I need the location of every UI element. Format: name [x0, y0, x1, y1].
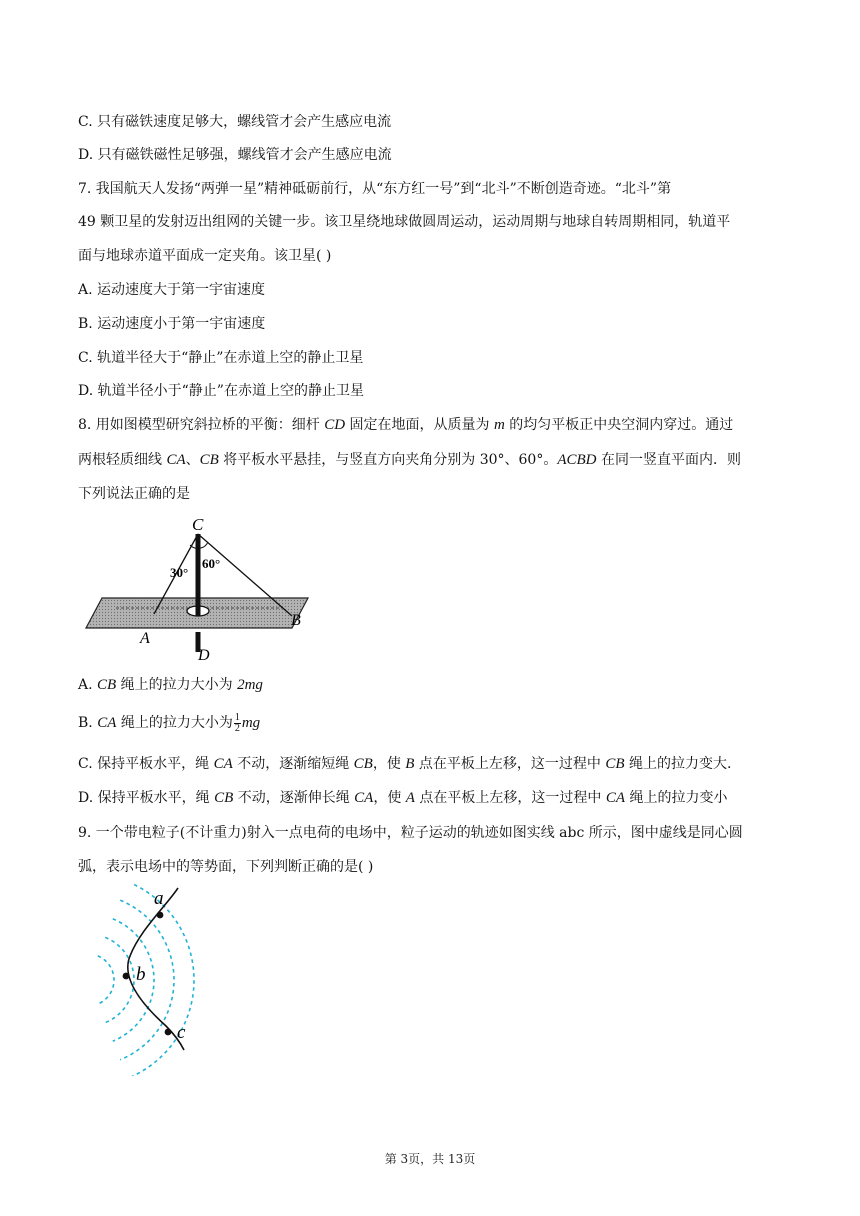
equipotential-arc-4 — [120, 900, 174, 1059]
q8-option-b: B. CA 绳上的拉力大小为 $\frac{1}{2}$ mg — [78, 711, 261, 734]
label-b: b — [136, 964, 146, 985]
label-c: C — [192, 515, 204, 534]
q8-option-a: A. CB 绳上的拉力大小为 2mg — [78, 677, 263, 693]
q7-option-b: B. 运动速度小于第一宇宙速度 — [78, 316, 266, 332]
q8-bridge-figure — [80, 512, 320, 662]
equipotential-arcs — [98, 884, 194, 1076]
point-c — [165, 1029, 172, 1036]
q6-option-c: C. 只有磁铁速度足够大，螺线管才会产生感应电流 — [78, 114, 392, 130]
q9-stem-line2: 弧，表示电场中的等势面，下列判断正确的是( ) — [78, 859, 374, 875]
label-angle-30: 30° — [170, 565, 189, 580]
q6-option-d: D. 只有磁铁磁性足够强，螺线管才会产生感应电流 — [78, 147, 392, 163]
q8-option-d: D. 保持平板水平，绳 CB 不动，逐渐伸长绳 CA，使 A 点在平板上左移，这一过程中 CA 绳上的拉力变小 — [78, 790, 728, 806]
q8-stem-line2: 两根轻质细线 CA、CB 将平板水平悬挂，与竖直方向夹角分别为 30°、60°。ACBD 在同一竖直平面内．则 — [78, 452, 741, 468]
q8-stem-line1: 8. 用如图模型研究斜拉桥的平衡：细杆 CD 固定在地面，从质量为 m 的均匀平板正中央空洞内穿过。通过 — [78, 417, 734, 433]
equipotential-arc-1 — [98, 956, 114, 1004]
label-angle-60: 60° — [202, 556, 221, 571]
point-b — [123, 973, 130, 980]
point-a — [157, 912, 164, 919]
label-a: A — [140, 630, 150, 647]
q8-option-c: C. 保持平板水平，绳 CA 不动，逐渐缩短绳 CB，使 B 点在平板上左移，这一过程中 CB 绳上的拉力变大. — [78, 756, 732, 772]
q9-field-figure — [80, 884, 220, 1076]
fraction-half: $\frac{1}{2}$ — [234, 711, 240, 734]
q7-stem-line1: 7. 我国航天人发扬“两弹一星”精神砥砺前行，从“东方红一号”到“北斗”不断创造奇迹。“北斗”第 — [78, 181, 672, 197]
q7-stem-line3: 面与地球赤道平面成一定夹角。该卫星( ) — [78, 248, 332, 264]
q9-stem-line1: 9. 一个带电粒子(不计重力)射入一点电荷的电场中，粒子运动的轨迹如图实线 abc 所示，图中虚线是同心圆 — [78, 825, 743, 841]
q7-option-c: C. 轨道半径大于“静止”在赤道上空的静止卫星 — [78, 350, 364, 366]
label-a: a — [154, 888, 164, 909]
q8-stem-line3: 下列说法正确的是 — [78, 486, 190, 502]
q7-stem-line2: 49 颗卫星的发射迈出组网的关键一步。该卫星绕地球做圆周运动，运动周期与地球自转周期相同，轨道平 — [78, 214, 731, 230]
page-footer: 第 3页，共 13页 — [384, 1152, 476, 1166]
equipotential-arc-3 — [113, 919, 154, 1041]
label-c: c — [177, 1022, 186, 1043]
q7-option-d: D. 轨道半径小于“静止”在赤道上空的静止卫星 — [78, 383, 364, 399]
label-b: B — [291, 612, 301, 629]
q7-option-a: A. 运动速度大于第一宇宙速度 — [78, 282, 266, 298]
label-d: D — [198, 647, 210, 662]
